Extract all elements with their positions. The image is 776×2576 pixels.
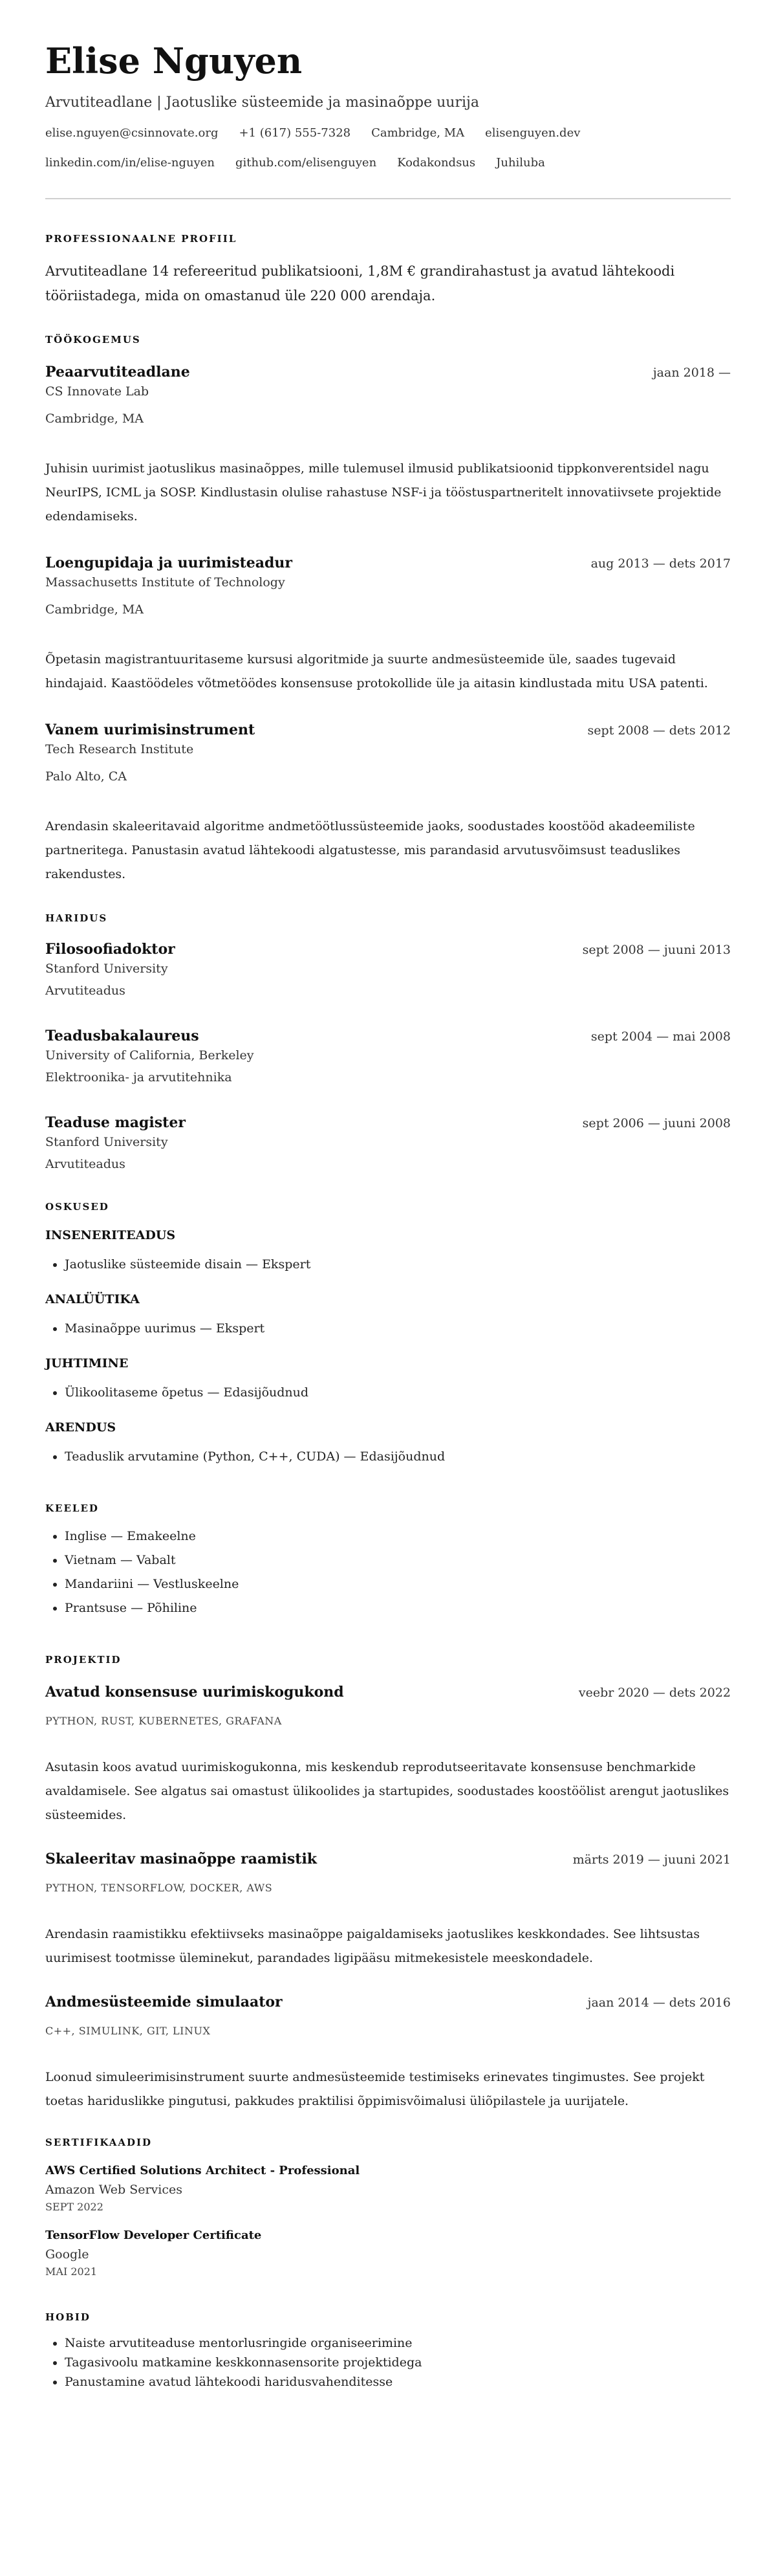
education-header [45,1114,731,1131]
job-company: Massachusetts Institute of Technology [45,575,285,589]
contact-citizenship: Kodakondsus [397,156,476,170]
school-name: University of California, Berkeley [45,1048,254,1062]
project-entry [45,1684,731,1827]
section-title: OSKUSED [45,1201,109,1213]
candidate-headline: Arvutiteadlane | Jaotuslike süsteemide ja masinaõppe uurija [45,94,479,111]
education-dates: sept 2006 — juuni 2008 [582,1116,731,1130]
project-title: Andmesüsteemide simulaator [45,1994,283,2010]
skill-category-title: ARENDUS [45,1420,116,1435]
section-title: TÖÖKOGEMUS [45,334,141,346]
job-header [45,555,731,571]
job-title: Vanem uurimisinstrument [45,721,255,738]
project-description: Asutasin koos avatud uurimiskogukonna, mis keskendub reprodutseeritavate konsensuse benchmarkide avaldamisele. See algatus sai omastust ülikoolides ja startupides, soodustades koostöölist arengut jaotuslikes süsteemides. [45,1760,729,1822]
project-description: Arendasin raamistikku efektiivseks masinaõppe paigaldamiseks jaotuslikes keskkondades. See lihtsustas uurimisest tootmisse üleminekut, parandades ligipääsu mitmekesistele meeskondadele. [45,1927,700,1965]
language-item: • Prantsuse — Põhiline [65,1596,731,1620]
job-entry [45,721,731,886]
certificate-issuer: Google [45,2247,89,2262]
project-title: Skaleeritav masinaõppe raamistik [45,1851,318,1867]
project-tech-stack: C++, SIMULINK, GIT, LINUX [45,2025,211,2037]
job-description: Arendasin skaleeritavaid algoritme andmetöötlussüsteemide jaoks, soodustades koostööd akadeemiliste partneritega. Panustasin avatud lähtekoodi algatustesse, mis parandasid arvutusvõimsust teaduslikes rakendustes. [45,819,695,881]
job-description: Õpetasin magistrantuuritaseme kursusi algoritmide ja suurte andmesüsteemide üle, saades tugevaid hindajaid. Kaastöödeles võtmetöödes konsensuse protokollide üle ja aitasin kindlustada mitu USA patenti. [45,652,708,690]
job-header [45,721,731,738]
degree-title: Teaduse magister [45,1114,186,1131]
contact-website[interactable]: elisenguyen.dev [485,126,581,140]
education-header [45,941,731,958]
field-of-study: Elektroonika- ja arvutitehnika [45,1070,232,1084]
languages-section [45,1503,731,1620]
language-item: • Vietnam — Vabalt [65,1548,731,1572]
education-dates: sept 2004 — mai 2008 [590,1029,731,1044]
section-title: HOBID [45,2311,91,2323]
project-header [45,1684,731,1701]
job-description: Juhisin uurimist jaotuslikus masinaõppes, mille tulemusel ilmusid publikatsioonid tippkonverentsidel nagu NeurIPS, ICML ja SOSP. Kindlustasin olulise rahastuse NSF-i ja tööstuspartneritelt innovatiivsete projektide edendamiseks. [45,461,722,523]
degree-title: Filosoofiadoktor [45,941,175,958]
contact-info [45,124,692,172]
experience-section [45,334,731,886]
skill-list [45,1445,731,1469]
profile-summary: Arvutiteadlane 14 refereeritud publikatsiooni, 1,8M € grandirahastust ja avatud lähtekoodi tööriistadega, mida on omastanud üle 220 000 arendaja. [45,263,675,303]
skill-list [45,1253,731,1277]
skill-item: • Masinaõppe uurimus — Ekspert [65,1317,731,1341]
section-title: PROJEKTID [45,1654,122,1666]
project-tech-stack: PYTHON, RUST, KUBERNETES, GRAFANA [45,1715,282,1727]
section-title: HARIDUS [45,912,108,924]
projects-section [45,1654,731,2113]
field-of-study: Arvutiteadus [45,1157,125,1171]
contact-github[interactable]: github.com/elisenguyen [235,156,377,170]
profile-section [45,233,731,308]
job-location: Cambridge, MA [45,602,144,617]
resume-header [45,40,731,172]
project-dates: veebr 2020 — dets 2022 [578,1686,731,1700]
education-entry [45,1028,731,1086]
contact-linkedin[interactable]: linkedin.com/in/elise-nguyen [45,156,215,170]
certificate-name: AWS Certified Solutions Architect - Professional [45,2164,360,2177]
language-item: • Mandariini — Vestluskeelne [65,1572,731,1596]
certificate-entry [45,2229,731,2278]
section-title: SERTIFIKAADID [45,2137,153,2148]
job-title: Peaarvutiteadlane [45,364,190,380]
project-description: Loonud simuleerimisinstrument suurte andmesüsteemide testimiseks erinevates tingimustes. See projekt toetas hariduslikke pingutusi, pakkudes praktilisi õppimisvõimalusi üliõpilastele ja uurijatele. [45,2070,705,2108]
skill-category-title: JUHTIMINE [45,1356,129,1371]
skill-item: • Jaotuslike süsteemide disain — Ekspert [65,1253,731,1277]
education-header [45,1028,731,1044]
section-title: PROFESSIONAALNE PROFIIL [45,233,237,245]
education-dates: sept 2008 — juuni 2013 [582,943,731,957]
job-entry [45,555,731,696]
project-dates: märts 2019 — juuni 2021 [572,1853,731,1867]
education-entry [45,941,731,999]
project-header [45,1994,731,2010]
skill-category-title: INSENERITEADUS [45,1228,176,1242]
school-name: Stanford University [45,1135,168,1149]
job-company: CS Innovate Lab [45,384,149,399]
job-company: Tech Research Institute [45,742,194,756]
skills-section [45,1201,731,1469]
hobbies-section [45,2311,731,2392]
job-location: Palo Alto, CA [45,769,127,784]
certificate-name: TensorFlow Developer Certificate [45,2229,262,2242]
certificate-date: SEPT 2022 [45,2201,103,2213]
education-entry [45,1114,731,1172]
hobby-item: • Panustamine avatud lähtekoodi haridusvahenditesse [65,2372,731,2392]
hobby-item: • Tagasivoolu matkamine keskkonnasensorite projektidega [65,2353,731,2372]
job-dates: jaan 2018 — [652,366,731,380]
skill-item: • Ülikoolitaseme õpetus — Edasijõudnud [65,1381,731,1405]
field-of-study: Arvutiteadus [45,984,125,998]
project-entry [45,1994,731,2113]
project-title: Avatud konsensuse uurimiskogukond [45,1684,344,1701]
skill-item: • Teaduslik arvutamine (Python, C++, CUDA) — Edasijõudnud [65,1445,731,1469]
job-title: Loengupidaja ja uurimisteadur [45,555,292,571]
project-header [45,1851,731,1867]
job-entry [45,364,731,529]
project-entry [45,1851,731,1970]
skill-list [45,1317,731,1341]
job-dates: aug 2013 — dets 2017 [590,556,731,571]
job-dates: sept 2008 — dets 2012 [587,723,731,738]
certificates-section [45,2137,731,2278]
section-title: KEELED [45,1503,99,1514]
skill-category-title: ANALÜÜTIKA [45,1292,140,1306]
school-name: Stanford University [45,962,168,976]
certificate-issuer: Amazon Web Services [45,2183,183,2197]
header-divider [45,198,731,199]
hobby-item: • Naiste arvutiteaduse mentorlusringide organiseerimine [65,2333,731,2353]
contact-license: Juhiluba [496,156,545,170]
contact-phone[interactable]: +1 (617) 555-7328 [239,126,351,140]
job-header [45,364,731,380]
degree-title: Teadusbakalaureus [45,1028,199,1044]
job-location: Cambridge, MA [45,412,144,426]
certificate-date: MAI 2021 [45,2265,98,2278]
education-section [45,912,731,1172]
candidate-name: Elise Nguyen [45,40,303,82]
project-dates: jaan 2014 — dets 2016 [587,1996,731,2010]
certificate-entry [45,2164,731,2213]
language-item: • Inglise — Emakeelne [65,1525,731,1548]
project-tech-stack: PYTHON, TENSORFLOW, DOCKER, AWS [45,1882,273,1894]
skill-list [45,1381,731,1405]
contact-location: Cambridge, MA [371,126,465,140]
contact-email[interactable]: elise.nguyen@csinnovate.org [45,126,219,140]
